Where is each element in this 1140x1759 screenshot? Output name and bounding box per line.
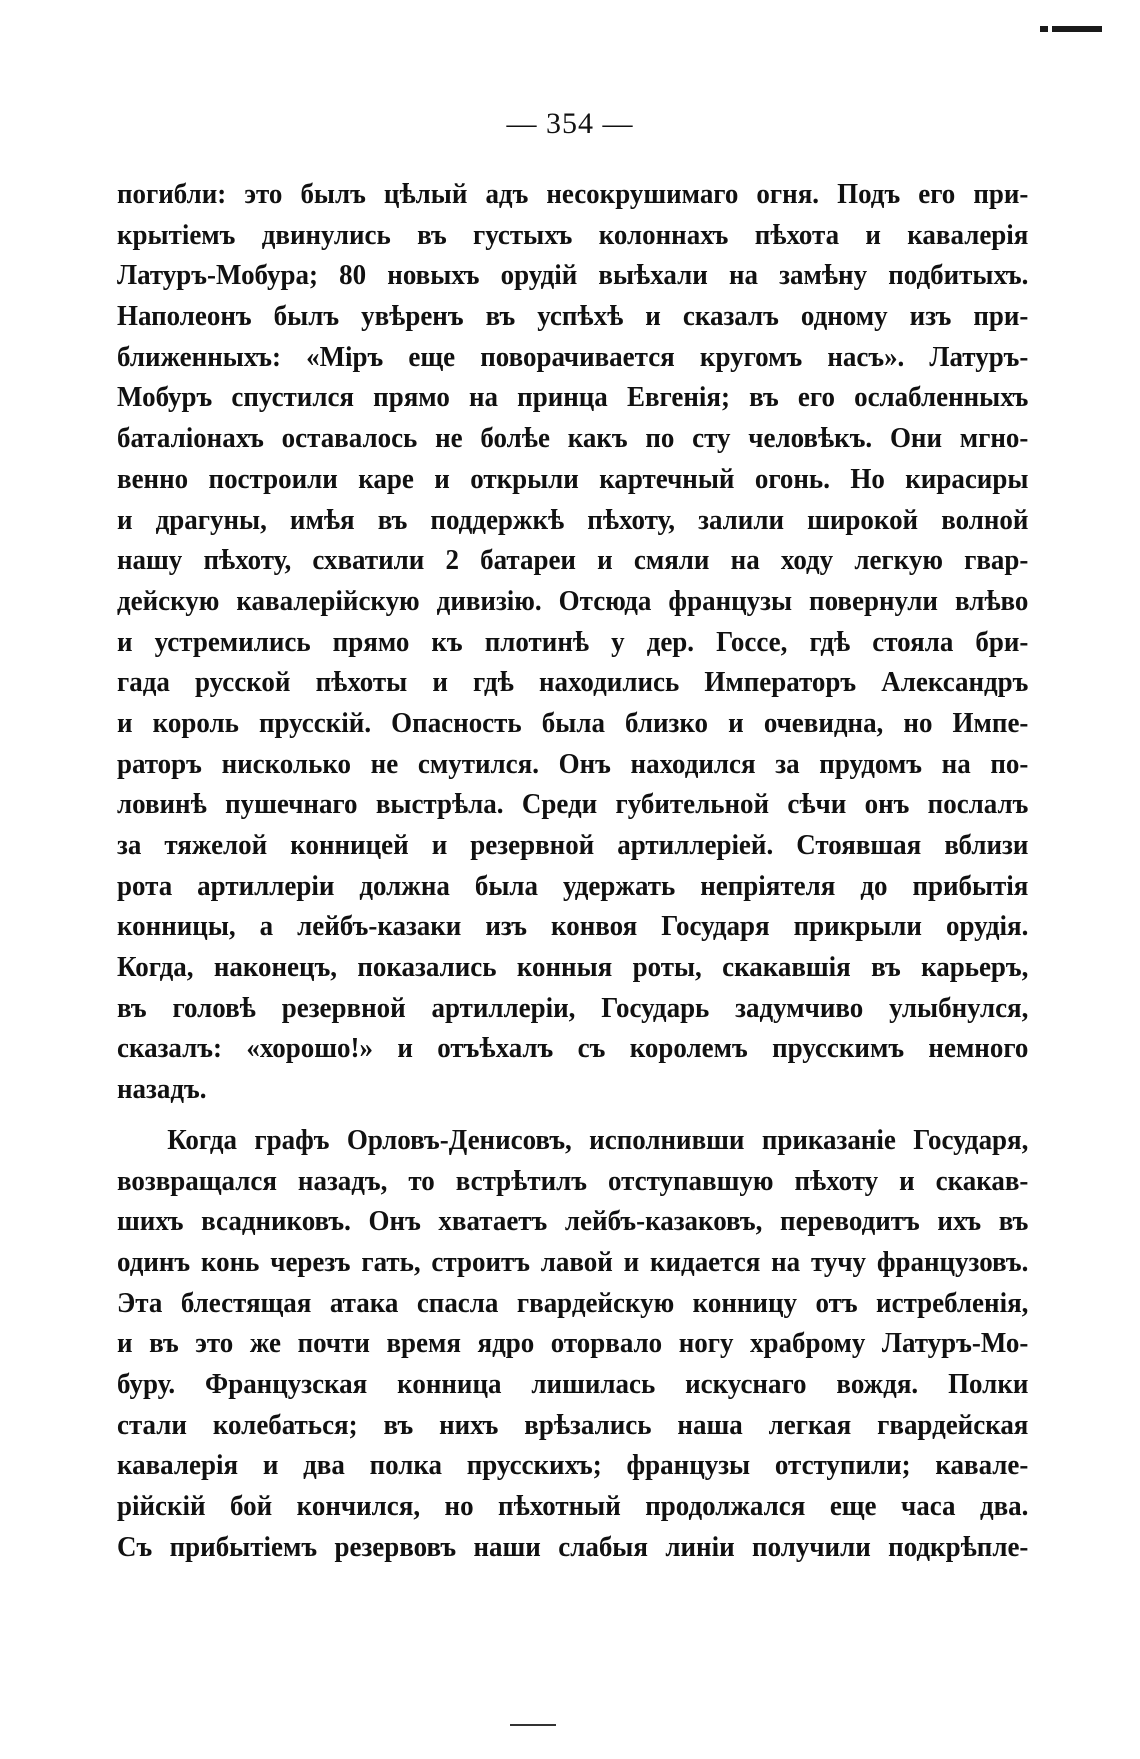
text-line: раторъ нисколько не смутился. Онъ находился за прудомъ на по- (117, 747, 1029, 780)
text-line: гада русской пѣхоты и гдѣ находились Императоръ Александръ (117, 666, 1029, 699)
text-line: кавалерія и два полка прусскихъ; французы отступили; кавале- (117, 1449, 1029, 1482)
text-line: Когда, наконецъ, показались конныя роты, скакавшія въ карьеръ, (117, 951, 1029, 984)
text-line: дейскую кавалерійскую дивизію. Отсюда французы повернули влѣво (117, 584, 1029, 617)
text-line: стали колебаться; въ нихъ врѣзались наша легкая гвардейская (117, 1408, 1029, 1441)
text-line: сказалъ: «хорошо!» и отъѣхалъ съ королемъ прусскимъ немного (117, 1032, 1029, 1065)
text-line: нашу пѣхоту, схватили 2 батареи и смяли на ходу легкую гвар- (117, 544, 1029, 577)
text-line: ближенныхъ: «Міръ еще поворачивается кругомъ насъ». Латуръ- (117, 340, 1029, 373)
text-line: рота артиллеріи должна была удержать непріятеля до прибытія (117, 869, 1029, 902)
text-line: и устремились прямо къ плотинѣ у дер. Госсе, гдѣ стояла бри- (117, 625, 1029, 658)
text-line: возвращался назадъ, то встрѣтилъ отступавшую пѣхоту и скакав- (117, 1164, 1029, 1197)
text-line: и въ это же почти время ядро оторвало ногу храброму Латуръ-Мо- (117, 1327, 1029, 1360)
text-line: рійскій бой кончился, но пѣхотный продолжался еще часа два. (117, 1490, 1029, 1522)
text-line: и драгуны, имѣя въ поддержкѣ пѣхоту, залили широкой волной (117, 503, 1029, 536)
footer-rule (510, 1724, 556, 1726)
text-line: конницы, а лейбъ-казаки изъ конвоя Государя прикрыли орудія. (117, 910, 1029, 943)
text-line: за тяжелой конницей и резервной артиллеріей. Стоявшая вблизи (117, 829, 1029, 861)
text-line: одинъ конь черезъ гать, строитъ лавой и кидается на тучу французовъ. (117, 1245, 1029, 1278)
text-line: погибли: это былъ цѣлый адъ несокрушимаго огня. Подъ его при- (117, 178, 1029, 210)
text-line: Латуръ-Мобура; 80 новыхъ орудій выѣхали на замѣну подбитыхъ. (117, 259, 1029, 292)
page-number: — 354 — (506, 107, 634, 140)
text-line: Эта блестящая атака спасла гвардейскую конницу отъ истребленія, (117, 1286, 1029, 1319)
text-line: Мобуръ спустился прямо на принца Евгенія; въ его ослабленныхъ (117, 381, 1029, 414)
text-line: шихъ всадниковъ. Онъ хватаетъ лейбъ-казаковъ, переводитъ ихъ въ (117, 1205, 1029, 1238)
text-line: Когда графъ Орловъ-Денисовъ, исполнивши приказаніе Государя, (167, 1123, 1029, 1156)
text-line: и король прусскій. Опасность была близко и очевидна, но Импе- (117, 706, 1029, 739)
text-line: назадъ. (117, 1073, 207, 1106)
paragraph (117, 174, 1029, 1110)
text-line: въ головѣ резервной артиллеріи, Государь задумчиво улыбнулся, (117, 991, 1029, 1024)
text-line: Съ прибытіемъ резервовъ наши слабыя линіи получили подкрѣпле- (117, 1530, 1029, 1563)
text-line: крытіемъ двинулись въ густыхъ колоннахъ пѣхота и кавалерія (117, 218, 1029, 251)
text-line: баталіонахъ оставалось не болѣе какъ по сту человѣкъ. Они мгно- (117, 422, 1029, 455)
text-line: буру. Французская конница лишилась искуснаго вождя. Полки (117, 1367, 1029, 1400)
page-body-text (117, 174, 1029, 1567)
corner-ink-mark (1040, 22, 1110, 36)
text-line: венно построили каре и открыли картечный огонь. Но кирасиры (117, 462, 1029, 495)
paragraph (117, 1120, 1029, 1568)
text-line: Наполеонъ былъ увѣренъ въ успѣхѣ и сказалъ одному изъ при- (117, 300, 1029, 333)
text-line: ловинѣ пушечнаго выстрѣла. Среди губительной сѣчи онъ послалъ (117, 788, 1029, 821)
